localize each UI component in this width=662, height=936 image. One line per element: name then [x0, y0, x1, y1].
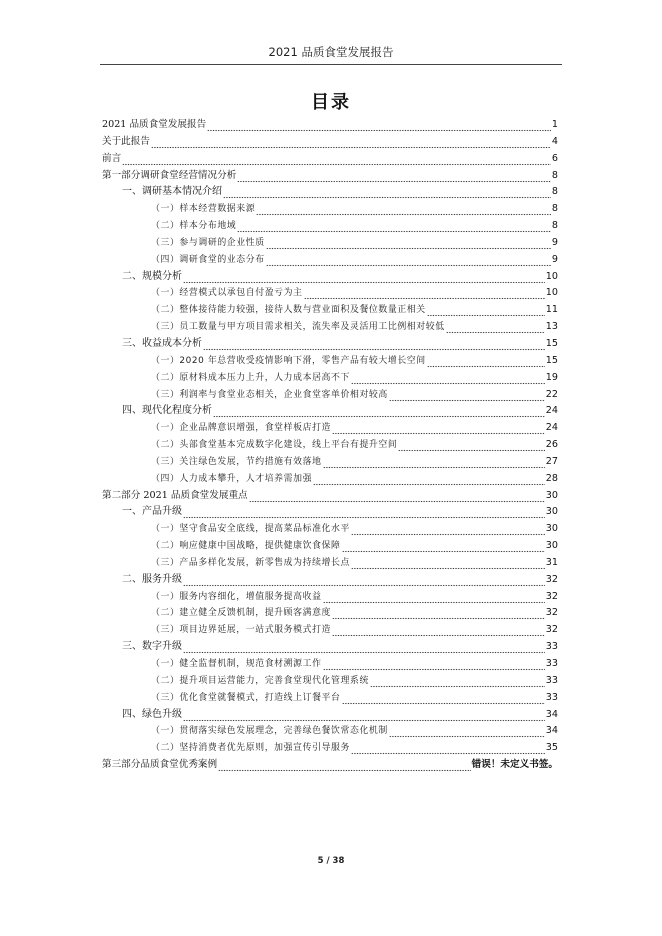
toc-dot-leader	[203, 336, 545, 353]
toc-entry[interactable]	[102, 252, 558, 269]
toc-entry-page: 9	[551, 236, 558, 248]
toc-entry-page: 33	[545, 658, 558, 669]
toc-entry[interactable]	[102, 285, 558, 302]
toc-entry-page: 33	[545, 641, 558, 653]
toc-dot-leader	[183, 269, 545, 286]
toc-entry-page: 34	[545, 708, 558, 720]
toc-entry[interactable]	[102, 302, 558, 319]
toc-entry[interactable]	[102, 218, 558, 235]
toc-dot-leader	[398, 437, 544, 454]
toc-entry[interactable]	[102, 538, 558, 555]
toc-dot-leader	[122, 151, 551, 168]
toc-dot-leader	[389, 723, 545, 740]
toc-entry-page: 27	[545, 455, 558, 467]
toc-entry-title: （三）参与调研的企业性质	[151, 237, 265, 248]
toc-entry-title: （三）产品多样化发展，新零售成为持续增长点	[151, 557, 350, 568]
toc-entry-title: （二）头部食堂基本完成数字化建设，线上平台有提升空间	[151, 440, 398, 451]
toc-entry[interactable]	[102, 168, 558, 185]
toc-entry[interactable]	[102, 521, 558, 538]
toc-entry-title: 关于此报告	[102, 135, 150, 147]
toc-entry-title: （二）建立健全反馈机制，提升顾客满意度	[151, 608, 332, 619]
toc-entry[interactable]	[102, 690, 558, 707]
toc-entry[interactable]	[102, 235, 558, 252]
toc-entry-page: 32	[545, 607, 558, 619]
toc-entry-page: 15	[545, 354, 558, 366]
toc-dot-leader	[213, 403, 545, 420]
toc-entry-title: 二、规模分析	[122, 270, 182, 282]
toc-entry-page: 错误！未定义书签。	[471, 759, 558, 771]
toc-entry-title: （三）优化食堂就餐模式，打造线上订餐平台	[151, 692, 341, 703]
toc-entry-title: （一）贯彻落实绿色发展理念，完善绿色餐饮常态化机制	[151, 726, 388, 737]
toc-dot-leader	[323, 589, 545, 606]
toc-entry[interactable]	[102, 757, 558, 774]
toc-entry-title: （一）经营模式以承包自付盈亏为主	[151, 288, 303, 299]
toc-entry[interactable]	[102, 151, 558, 168]
toc-dot-leader	[313, 471, 545, 488]
toc-entry-page: 15	[545, 337, 558, 349]
toc-entry-page: 28	[545, 472, 558, 484]
toc-entry[interactable]	[102, 471, 558, 488]
toc-entry-title: （一）2020 年总营收受疫情影响下滑，零售产品有较大增长空间	[151, 355, 426, 366]
toc-entry-page: 1	[551, 119, 558, 130]
toc-entry[interactable]	[102, 370, 558, 387]
toc-entry[interactable]	[102, 420, 558, 437]
toc-entry-page: 30	[545, 506, 558, 518]
page-number: 5 / 38	[317, 856, 345, 866]
toc-entry-title: （二）提升项目运营能力，完善食堂现代化管理系统	[151, 675, 369, 686]
toc-entry-page: 30	[545, 523, 558, 535]
toc-entry-page: 26	[545, 439, 558, 451]
toc-dot-leader	[389, 387, 545, 404]
toc-entry-title: 三、数字升级	[122, 641, 182, 653]
toc-entry-title: 2021 品质食堂发展报告	[102, 119, 207, 130]
toc-entry[interactable]	[102, 622, 558, 639]
toc-dot-leader	[237, 218, 551, 235]
toc-dot-leader	[207, 117, 551, 134]
toc-entry-page: 19	[545, 371, 558, 383]
toc-entry[interactable]	[102, 184, 558, 201]
toc-entry-title: （三）利润率与食堂业态相关，企业食堂客单价相对较高	[151, 389, 388, 400]
toc-dot-leader	[427, 302, 545, 319]
toc-entry-page: 10	[545, 287, 558, 299]
toc-entry-title: （三）员工数量与甲方项目需求相关，流失率及灵活用工比例相对较低	[151, 322, 445, 333]
toc-entry-title: （一）企业品牌意识增强，食堂样板店打造	[151, 423, 332, 434]
toc-entry[interactable]	[102, 336, 558, 353]
toc-entry-page: 35	[545, 742, 558, 754]
toc-entry-title: （三）项目边界延展，一站式服务模式打造	[151, 625, 332, 636]
toc-entry[interactable]	[102, 589, 558, 606]
toc-entry[interactable]	[102, 504, 558, 521]
toc-entry-page: 32	[545, 590, 558, 602]
toc-dot-leader	[332, 420, 545, 437]
toc-dot-leader	[332, 622, 545, 639]
toc-entry-page: 34	[545, 725, 558, 737]
toc-dot-leader	[304, 285, 545, 302]
toc-entry[interactable]	[102, 353, 558, 370]
toc-entry-title: 三、收益成本分析	[122, 337, 202, 349]
toc-entry[interactable]	[102, 403, 558, 420]
toc-entry-title: （二）整体接待能力较强，接待人数与营业面积及餐位数量正相关	[151, 305, 426, 316]
toc-entry-title: 前言	[102, 152, 122, 164]
toc-entry[interactable]	[102, 319, 558, 336]
toc-entry-title: 四、现代化程度分析	[122, 405, 212, 417]
toc-entry-page: 4	[551, 135, 558, 147]
toc-entry[interactable]	[102, 605, 558, 622]
toc-entry-page: 9	[551, 253, 558, 265]
toc-entry-page: 10	[545, 270, 558, 282]
toc-entry-title: 四、绿色升级	[122, 708, 182, 720]
toc-dot-leader	[351, 740, 545, 757]
toc-entry-title: （四）人力成本攀升，人才培养需加强	[151, 473, 313, 484]
toc-dot-leader	[351, 555, 545, 572]
toc-entry-title: （一）坚守食品安全底线，提高菜品标准化水平	[151, 524, 350, 535]
toc-dot-leader	[323, 656, 545, 673]
toc-entry-page: 32	[545, 573, 558, 585]
toc-entry-page: 24	[545, 405, 558, 417]
toc-entry-page: 33	[545, 691, 558, 703]
toc-entry[interactable]	[102, 572, 558, 589]
toc-entry-title: （二）原材料成本压力上升，人力成本居高不下	[151, 372, 350, 383]
toc-dot-leader	[266, 235, 551, 252]
toc-dot-leader	[183, 639, 545, 656]
toc-entry-title: 第二部分 2021 品质食堂发展重点	[102, 489, 248, 501]
toc-entry[interactable]	[102, 639, 558, 656]
toc-entry-page: 31	[545, 556, 558, 568]
toc-entry-page: 8	[551, 186, 558, 198]
toc-entry-page: 30	[545, 540, 558, 552]
toc-entry[interactable]	[102, 656, 558, 673]
toc-entry-title: （一）服务内容细化，增值服务提高收益	[151, 591, 322, 602]
header-divider	[100, 64, 562, 65]
running-header: 2021 品质食堂发展报告	[268, 45, 394, 59]
toc-entry-title: （二）坚持消费者优先原则，加强宣传引导服务	[151, 743, 350, 754]
toc-entry-title: （一）样本经营数据来源	[151, 204, 256, 215]
toc-entry[interactable]	[102, 201, 558, 218]
toc-entry[interactable]	[102, 454, 558, 471]
toc-entry-page: 32	[545, 624, 558, 636]
toc-entry-page: 6	[551, 152, 558, 164]
toc-dot-leader	[151, 134, 551, 151]
toc-dot-leader	[351, 521, 545, 538]
toc-entry-page: 30	[545, 489, 558, 501]
toc-entry-page: 33	[545, 674, 558, 686]
toc-entry-title: （二）响应健康中国战略，提供健康饮食保障	[151, 541, 341, 552]
toc-dot-leader	[342, 538, 545, 555]
toc-entry-title: 第一部分调研食堂经营情况分析	[102, 169, 237, 181]
toc-entry[interactable]	[102, 117, 558, 134]
toc-entry-title: （一）健全监督机制，规范食材溯源工作	[151, 659, 322, 669]
toc-entry-page: 8	[551, 203, 558, 215]
toc-dot-leader	[266, 252, 551, 269]
toc-entry[interactable]	[102, 269, 558, 286]
toc-entry[interactable]	[102, 488, 558, 505]
toc-entry-page: 24	[545, 422, 558, 434]
toc-entry[interactable]	[102, 707, 558, 724]
toc-dot-leader	[183, 572, 545, 589]
toc-entry-page: 22	[545, 388, 558, 400]
toc-dot-leader	[446, 319, 545, 336]
toc-entry-title: （四）调研食堂的业态分布	[151, 254, 265, 265]
toc-entry-title: 二、服务升级	[122, 573, 182, 585]
toc-dot-leader	[323, 454, 545, 471]
toc-entry[interactable]	[102, 387, 558, 404]
toc-entry-title: 第三部分品质食堂优秀案例	[102, 759, 218, 771]
toc-entry[interactable]	[102, 555, 558, 572]
toc-dot-leader	[342, 690, 545, 707]
toc-entry-page: 8	[551, 220, 558, 232]
toc-dot-leader	[249, 488, 545, 505]
page-title: 目录	[311, 92, 351, 113]
toc-dot-leader	[351, 370, 545, 387]
toc-entry-page: 8	[551, 169, 558, 181]
toc-entry[interactable]	[102, 723, 558, 740]
toc-dot-leader	[256, 201, 551, 218]
toc-dot-leader	[218, 757, 471, 774]
table-of-contents	[102, 117, 558, 774]
toc-dot-leader	[370, 673, 545, 690]
toc-entry[interactable]	[102, 740, 558, 757]
toc-entry-title: 一、调研基本情况介绍	[122, 186, 222, 198]
toc-dot-leader	[427, 353, 545, 370]
toc-dot-leader	[332, 605, 545, 622]
toc-entry[interactable]	[102, 134, 558, 151]
toc-entry-title: 一、产品升级	[122, 506, 182, 518]
toc-entry[interactable]	[102, 673, 558, 690]
toc-dot-leader	[223, 184, 551, 201]
toc-entry[interactable]	[102, 437, 558, 454]
toc-entry-title: （二）样本分布地域	[151, 221, 237, 232]
toc-entry-title: （三）关注绿色发展，节约措施有效落地	[151, 456, 322, 467]
toc-entry-page: 11	[545, 304, 558, 316]
toc-entry-page: 13	[545, 321, 558, 333]
toc-dot-leader	[237, 168, 551, 185]
toc-dot-leader	[183, 707, 545, 724]
toc-dot-leader	[183, 504, 545, 521]
